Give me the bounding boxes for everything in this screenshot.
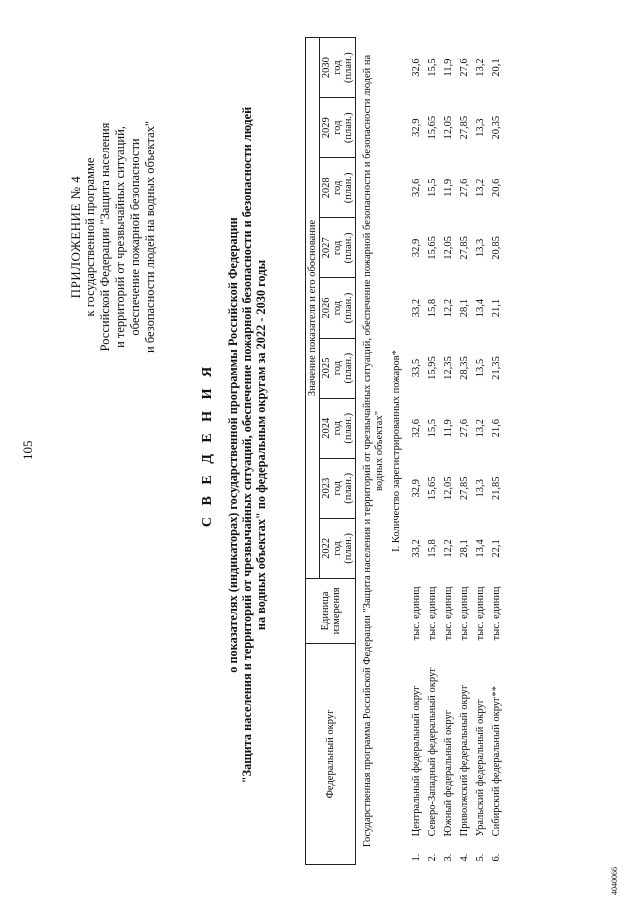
year-header <box>320 458 356 518</box>
value-cell: 13,2 <box>475 58 486 77</box>
year-header <box>320 218 356 278</box>
value-cell: 15,65 <box>427 476 438 501</box>
unit-cell: тыс. единиц <box>411 586 422 641</box>
value-cell: 32,9 <box>411 118 422 137</box>
value-cell: 32,6 <box>411 419 422 438</box>
value-cell: 20,1 <box>491 58 502 77</box>
year-header-line: год <box>332 60 343 75</box>
year-header-line: (план.) <box>343 292 354 324</box>
value-cell: 21,85 <box>491 476 502 501</box>
value-cell: 28,1 <box>459 539 470 558</box>
value-cell: 27,6 <box>459 419 470 438</box>
unit-cell: тыс. единиц <box>475 586 486 641</box>
year-header-line: год <box>332 421 343 436</box>
document-code: 4040066 <box>610 867 619 895</box>
value-cell: 15,95 <box>427 356 438 380</box>
region-name: Южный федеральный округ <box>443 710 454 837</box>
indicators-table <box>305 37 505 865</box>
value-cell: 13,2 <box>475 419 486 438</box>
value-cell: 20,35 <box>491 115 502 140</box>
table-row <box>473 38 489 865</box>
value-cell: 12,35 <box>443 356 454 380</box>
value-cell: 32,6 <box>411 58 422 77</box>
document-title: С В Е Д Е Н И Я <box>200 362 215 528</box>
table-row <box>409 38 425 865</box>
year-header-line: 2026 <box>321 297 332 319</box>
value-cell: 27,85 <box>459 476 470 501</box>
year-header <box>320 338 356 398</box>
heading-line: "Защита населения и территорий от чрезвычайных ситуаций, обеспечение пожарной безопасности и безопасности людей <box>240 106 254 784</box>
value-cell: 15,5 <box>427 419 438 438</box>
table-row <box>425 38 441 865</box>
year-header-line: 2030 <box>321 57 332 79</box>
year-header-line: (план.) <box>343 172 354 204</box>
heading-line: о показателях (индикаторах) государственной программы Российской Федерации <box>226 217 240 673</box>
heading-line: на водных объектах" по федеральным округам за 2022 - 2030 годы <box>254 259 268 631</box>
header-region: Федеральный округ <box>306 643 356 864</box>
page-number: 105 <box>20 440 35 460</box>
appendix-line: и территорий от чрезвычайных ситуаций, <box>113 126 127 348</box>
year-header-line: (план.) <box>343 112 354 144</box>
year-header-line: 2027 <box>321 237 332 259</box>
row-number: 2. <box>427 853 438 862</box>
appendix-block <box>68 72 158 402</box>
value-cell: 22,1 <box>491 539 502 558</box>
row-number: 1. <box>411 853 422 862</box>
year-header <box>320 278 356 338</box>
appendix-line: обеспечение пожарной безопасности <box>128 138 142 336</box>
year-header-line: год <box>332 541 343 556</box>
table-row <box>457 38 473 865</box>
appendix-line: к государственной программе <box>83 157 97 317</box>
year-header-line: 2024 <box>321 417 332 439</box>
year-header-line: (план.) <box>343 533 354 564</box>
year-header-line: год <box>332 120 343 135</box>
value-cell: 13,3 <box>475 238 486 258</box>
value-cell: 27,85 <box>459 236 470 260</box>
value-cell: 12,05 <box>443 115 454 140</box>
year-header-line: 2022 <box>321 537 332 559</box>
year-header-line: год <box>332 360 343 376</box>
value-cell: 33,2 <box>411 298 422 318</box>
unit-cell: тыс. единиц <box>491 586 502 641</box>
value-cell: 13,3 <box>475 479 486 498</box>
value-cell: 15,65 <box>427 115 438 140</box>
row-number: 3. <box>443 853 454 862</box>
year-header <box>320 158 356 218</box>
table-row <box>489 38 505 865</box>
header-values: Значение показателя и его обоснование <box>306 38 320 579</box>
year-header <box>320 398 356 458</box>
value-cell: 20,85 <box>491 236 502 260</box>
appendix-number: ПРИЛОЖЕНИЕ № 4 <box>68 175 83 299</box>
value-cell: 13,3 <box>475 118 486 137</box>
value-cell: 20,6 <box>491 178 502 198</box>
document-heading <box>200 25 268 865</box>
value-cell: 13,2 <box>475 178 486 198</box>
value-cell: 27,6 <box>459 178 470 198</box>
appendix-line: Российской Федерации "Защита населения <box>98 122 112 352</box>
value-cell: 12,2 <box>443 298 454 318</box>
value-cell: 32,6 <box>411 178 422 198</box>
year-header-line: год <box>332 180 343 195</box>
value-cell: 21,1 <box>491 298 502 318</box>
unit-cell: тыс. единиц <box>443 586 454 641</box>
value-cell: 11,9 <box>443 419 454 438</box>
value-cell: 12,05 <box>443 476 454 501</box>
value-cell: 27,6 <box>459 58 470 77</box>
year-header-line: (план.) <box>343 472 354 504</box>
value-cell: 32,9 <box>411 479 422 498</box>
value-cell: 12,2 <box>443 539 454 558</box>
table-row <box>441 38 457 865</box>
program-title: Государственная программа Российской Федерации "Защита населения и территорий от чрезвычайных ситуаций, обеспечение пожарной безопасности и безопасности людей на водных объектах" <box>362 54 385 848</box>
appendix-line: и безопасности людей на водных объектах" <box>143 121 157 353</box>
year-header-line: 2029 <box>321 117 332 139</box>
section-title: I. Количество зарегистрированных пожаров* <box>391 350 402 552</box>
value-cell: 21,35 <box>491 356 502 380</box>
value-cell: 21,6 <box>491 419 502 438</box>
value-cell: 13,4 <box>475 539 486 558</box>
year-header-line: год <box>332 300 343 316</box>
year-header-line: 2025 <box>321 357 332 379</box>
year-header-line: 2023 <box>321 477 332 499</box>
row-number: 4. <box>459 853 470 862</box>
unit-cell: тыс. единиц <box>459 586 470 641</box>
region-name: Уральский федеральный округ <box>475 698 486 837</box>
value-cell: 12,05 <box>443 236 454 260</box>
region-name: Сибирский федеральный округ** <box>491 686 502 837</box>
value-cell: 15,65 <box>427 236 438 260</box>
year-header-line: (план.) <box>343 412 354 444</box>
value-cell: 11,9 <box>443 58 454 77</box>
year-header-line: год <box>332 240 343 256</box>
value-cell: 28,35 <box>459 356 470 380</box>
year-header-line: (план.) <box>343 352 354 384</box>
year-header-line: 2028 <box>321 177 332 199</box>
year-header <box>320 38 356 98</box>
year-header-line: (план.) <box>343 52 354 83</box>
year-header <box>320 98 356 158</box>
value-cell: 13,4 <box>475 298 486 318</box>
header-unit: Единица измерения <box>306 578 356 643</box>
year-header-line: (план.) <box>343 232 354 264</box>
value-cell: 15,5 <box>427 58 438 77</box>
value-cell: 33,5 <box>411 358 422 378</box>
value-cell: 15,5 <box>427 178 438 198</box>
region-name: Приволжский федеральный округ <box>459 684 470 837</box>
region-name: Центральный федеральный округ <box>411 685 422 837</box>
value-cell: 13,5 <box>475 358 486 378</box>
row-number: 5. <box>475 853 486 862</box>
unit-cell: тыс. единиц <box>427 586 438 641</box>
value-cell: 11,9 <box>443 178 454 197</box>
value-cell: 28,1 <box>459 298 470 318</box>
value-cell: 15,8 <box>427 539 438 558</box>
value-cell: 27,85 <box>459 115 470 140</box>
value-cell: 33,2 <box>411 539 422 558</box>
year-header-line: год <box>332 481 343 496</box>
year-header <box>320 518 356 578</box>
region-name: Северо-Западный федеральный округ <box>427 667 438 837</box>
value-cell: 32,9 <box>411 238 422 258</box>
row-number: 6. <box>491 853 502 862</box>
value-cell: 15,8 <box>427 298 438 318</box>
